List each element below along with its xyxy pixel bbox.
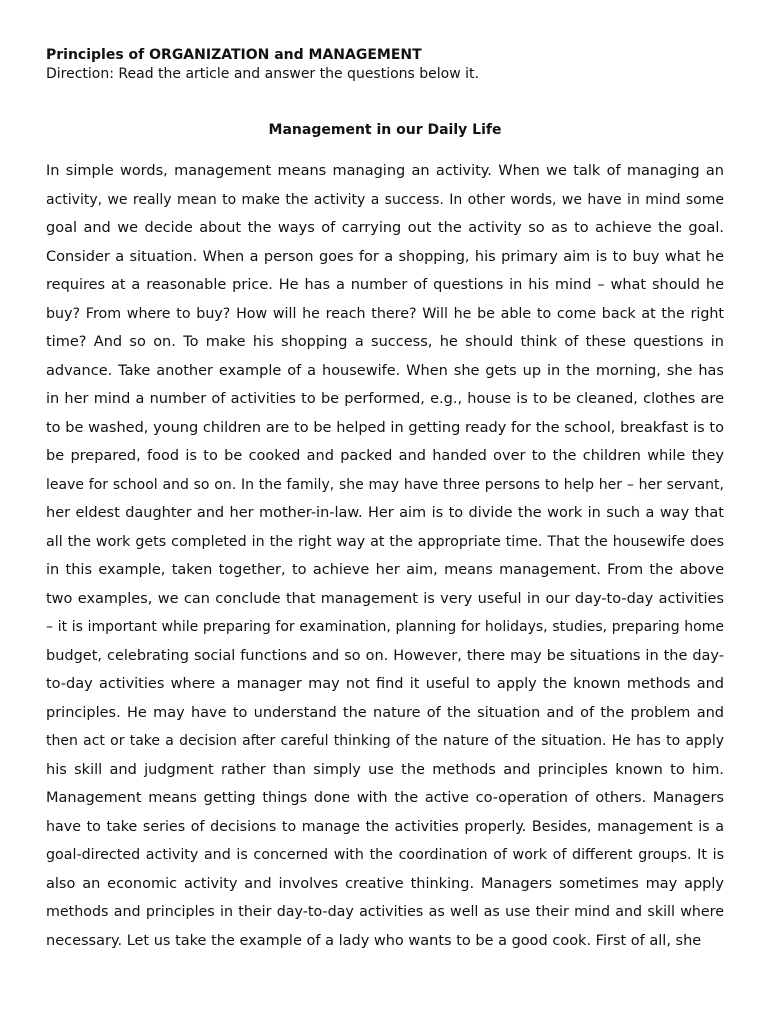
article-line: his skill and judgment rather than simply use the methods and principles known to him. bbox=[46, 761, 724, 778]
article-line: have to take series of decisions to manage the activities properly. Besides, management is a bbox=[46, 818, 724, 835]
article-line: two examples, we can conclude that management is very useful in our day-to-day activities bbox=[46, 590, 724, 607]
article-line: her eldest daughter and her mother-in-law. Her aim is to divide the work in such a way that bbox=[46, 505, 724, 521]
article-line: time? And so on. To make his shopping a success, he should think of these questions in bbox=[46, 334, 724, 350]
article-line: methods and principles in their day-to-day activities as well as use their mind and skill where bbox=[46, 904, 724, 920]
article-line: all the work gets completed in the right way at the appropriate time. That the housewife does bbox=[46, 533, 724, 550]
article-line: leave for school and so on. In the family, she may have three persons to help her – her servant, bbox=[46, 476, 724, 493]
article-line: activity, we really mean to make the activity a success. In other words, we have in mind some bbox=[46, 191, 724, 208]
course-title: Principles of ORGANIZATION and MANAGEMENT bbox=[46, 47, 422, 63]
article-line: budget, celebrating social functions and so on. However, there may be situations in the day- bbox=[46, 647, 724, 664]
article-line: requires at a reasonable price. He has a number of questions in his mind – what should he bbox=[46, 277, 724, 293]
article-line: in her mind a number of activities to be performed, e.g., house is to be cleaned, clothes are bbox=[46, 391, 724, 407]
article-line: In simple words, management means managing an activity. When we talk of managing an bbox=[46, 163, 724, 179]
document-page bbox=[46, 46, 724, 955]
article-line: in this example, taken together, to achieve her aim, means management. From the above bbox=[46, 562, 724, 578]
article-line: to be washed, young children are to be helped in getting ready for the school, breakfast is to bbox=[46, 419, 724, 436]
article-title: Management in our Daily Life bbox=[268, 122, 502, 138]
article-line: Consider a situation. When a person goes for a shopping, his primary aim is to buy what he bbox=[46, 248, 724, 265]
article-line: also an economic activity and involves creative thinking. Managers sometimes may apply bbox=[46, 875, 724, 892]
article-line: be prepared, food is to be cooked and packed and handed over to the children while they bbox=[46, 448, 724, 464]
article-line: principles. He may have to understand the nature of the situation and of the problem and bbox=[46, 704, 724, 721]
article-line: then act or take a decision after careful thinking of the nature of the situation. He has to apply bbox=[46, 733, 724, 749]
article-line: goal-directed activity and is concerned with the coordination of work of different groups. It is bbox=[46, 847, 724, 863]
article-line: – it is important while preparing for examination, planning for holidays, studies, preparing home bbox=[46, 619, 724, 635]
article-line: Management means getting things done with the active co-operation of others. Managers bbox=[46, 790, 724, 806]
direction-text: Direction: Read the article and answer the questions below it. bbox=[46, 66, 479, 82]
article-line: goal and we decide about the ways of carrying out the activity so as to achieve the goal. bbox=[46, 220, 724, 236]
article-line: advance. Take another example of a housewife. When she gets up in the morning, she has bbox=[46, 362, 724, 379]
article-line: buy? From where to buy? How will he reach there? Will he be able to come back at the right bbox=[46, 305, 724, 322]
article-line: necessary. Let us take the example of a lady who wants to be a good cook. First of all, she bbox=[46, 932, 702, 949]
article-body bbox=[46, 157, 724, 955]
article-line: to-day activities where a manager may not find it useful to apply the known methods and bbox=[46, 676, 724, 692]
